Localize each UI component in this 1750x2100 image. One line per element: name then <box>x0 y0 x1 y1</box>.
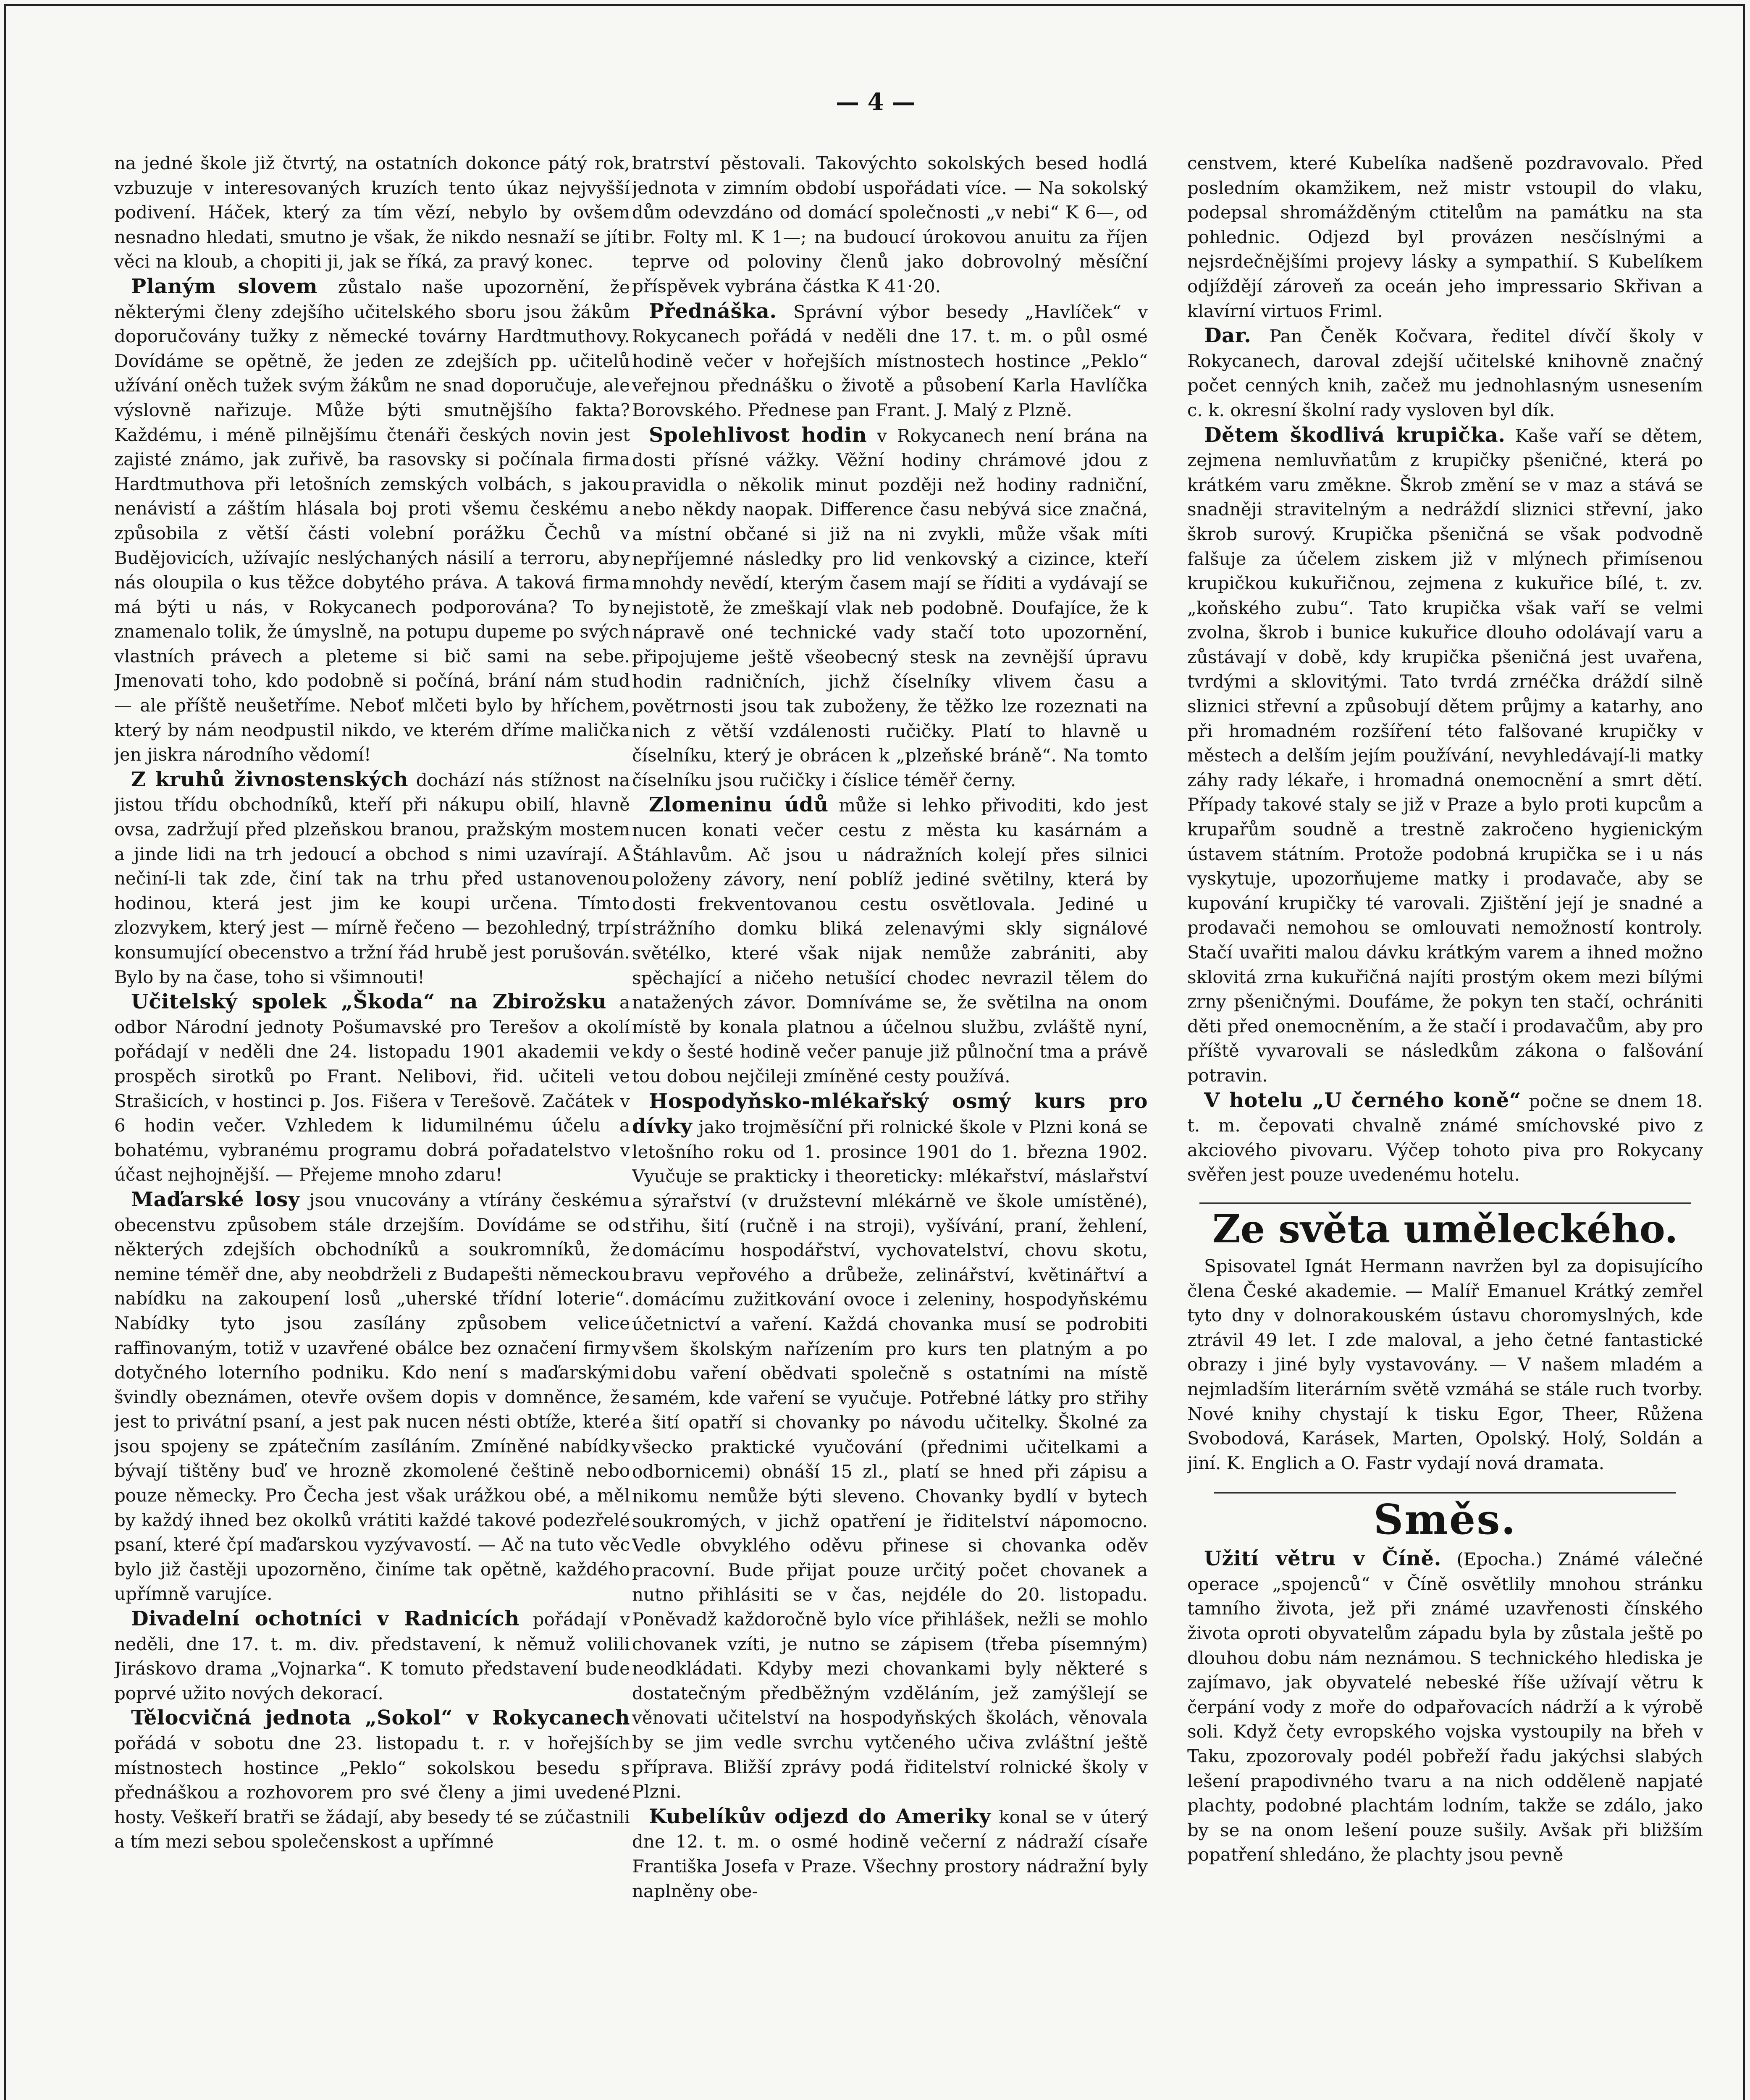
article-madarske-losy: Maďarské losy jsou vnucovány a vtírány českému obecenstvu způsobem stále drzejším. Dovídáme se od některých zdejších obchodníků a soukromníků, že nemine téměř dne, aby neobdrželi z Budapešti německou nabídku na zakoupení losů „uherské třídní loterie“. Nabídky tyto jsou zasílány způsobem velice raffinovaným, totiž v uzavřené obálce bez označení firmy dotyčného loterního podniku. Kdo není s maďarskými švindly obeznámen, otevře ovšem dopis v domněnce, že jest to privátní psaní, a jest pak nucen nésti obtíže, které jsou spojeny se zpátečním zasíláním. Zmíněné nabídky bývají tištěny buď ve hrozně zkomolené češtině nebo pouze německy. Pro Čecha jest však urážkou obé, a měl by každý ihned bez okolků vrátiti každé takové podezřelé psaní, které čpí maďarskou vyzývavostí. — Ač na tuto věc bylo již častěji upozorněno, činíme tak opětně, každého upřímně varujíce. <box>114 1187 630 1604</box>
section-title-smes: Směs. <box>1373 1496 1517 1544</box>
article-headline: Učitelský spolek „Škoda“ na Zbirožsku <box>131 990 606 1014</box>
article-headline: Dětem škodlivá krupička. <box>1204 423 1506 447</box>
article-headline: Hospodyňsko-mlékařský osmý kurs pro dívky <box>632 1089 1148 1139</box>
column-3 <box>1187 151 1703 2100</box>
article-headline: Divadelní ochotníci v Radnicích <box>131 1607 519 1631</box>
section-title-umelecky: Ze světa uměleckého. <box>1212 1206 1678 1252</box>
article-headline: Tělocvičná jednota „Sokol“ v Rokycanech <box>131 1706 630 1730</box>
article-dar: Dar. Pan Čeněk Kočvara, ředitel dívčí školy v Rokycanech, daroval zdejší učitelské knihovně značný počet cenných knih, začež mu jednohlasným usnesením c. k. okresní školní rady vysloven byl dík. <box>1187 324 1703 420</box>
column-1 <box>114 151 630 2100</box>
article-z-kruhu: Z kruhů živnostenských dochází nás stížnost na jistou třídu obchodníků, kteří při nákupu obilí, hlavně ovsa, zadržují před plzeňskou branou, pražským mostem a jinde lidi na trh jedoucí a obchod s nimi uzavírají. A nečiní-li tak zde, činí tak na trhu před ustanovenou hodinou, která jest jim ke koupi určena. Tímto zlozvykem, který jest — mírně řečeno — bezohledný, trpí konsumující obecenstvo a tržní řád hrubě jest porušován. Bylo by na čase, toho si všimnouti! <box>114 767 630 987</box>
article-headline: Zlomeninu údů <box>649 793 829 817</box>
article-hospodynsko-kurs: Hospodyňsko-mlékařský osmý kurs pro dívky jako trojměsíční při rolnické škole v Plzni koná se letošního roku od 1. prosince 1901 do 1. března 1902. Vyučuje se prakticky i theoreticky: mlékařství, máslařství a sýrařství (v družstevní mlékárně ve škole umístěné), střihu, šití (ručně i na stroji), vyšívání, praní, žehlení, domácímu hospodářství, vychovatelství, chovu skotu, bravu vepřového a drůbeže, zelinářství, květinářtví a domácímu zužitkování ovoce i zeleniny, hospodyňskému účetnictví a vaření. Každá chovanka musí se podrobiti všem školským nařízením pro kurs ten platným a po dobu vaření obědvati společně s ostatními na místě samém, kde vaření se vyučuje. Potřebné látky pro střihy a šití opatří si chovanky po návodu učitelky. Školné za všecko praktické vyučování (přednimi učitelkami a odbornicemi) obnáší 15 zl., platí se hned při zápisu a nikomu nemůže býti sleveno. Chovanky bydlí v bytech soukromých, v jichž opatření je řiditelství nápomocno. Vedle obvyklého oděvu přinese si chovanka oděv pracovní. Bude přijat pouze určitý počet chovanek a nutno přihlásiti se v čas, nejdéle do 20. listopadu. Poněvadž každoročně bylo více přihlášek, nežli se mohlo chovanek vzíti, je nutno se zápisem (třeba písemným) neodkládati. Kdyby mezi chovankami byly některé s dostatečným předběžným vzděláním, jež zamýšlejí se věnovati učitelství na hospodyňských školách, věnovala by se jim vedle svrchu vytčeného učiva zvláštní ještě příprava. Bližší zprávy podá řiditelství rolnické školy v Plzni. <box>632 1089 1148 1802</box>
article-hotel-cerny-kun: V hotelu „U černého koně“ počne se dnem 18. t. m. čepovati chvalně známé smíchovské pivo z akciového pivovaru. Výčep tohoto piva pro Rokycany svěřen jest pouze uvedenému hotelu. <box>1187 1088 1703 1185</box>
article-headline: V hotelu „U černého koně“ <box>1204 1088 1521 1112</box>
article-sokol: Tělocvičná jednota „Sokol“ v Rokycanech pořádá v sobotu dne 23. listopadu t. r. v hořejších místnostech hostince „Peklo“ sokolskou besedu s přednáškou a rozhovorem pro své členy a jimi uvedené hosty. Veškeří bratři se žádají, aby besedy té se zúčastnili a tím mezi sebou společenskost a upřímné <box>114 1706 630 1852</box>
article-headline: Užití větru v Číně. <box>1204 1547 1441 1571</box>
column-2 <box>632 151 1148 2100</box>
article-spolehlivost-hodin: Spolehlivost hodin v Rokycanech není brána na dosti přísné vážky. Věžní hodiny chrámové jdou z pravidla o několik minut později než hodiny radniční, nebo někdy naopak. Difference času nebývá sice značná, a místní občané si již na ni zvykli, může však míti nepříjemné následky pro lid venkovský a cizince, kteří mnohdy nevědí, kterým časem mají se říditi a vydávají se nejistotě, že zmeškají vlak neb podobně. Doufajíce, že k nápravě oné technické vady stačí toto upozornění, připojujeme ještě všeobecný stesk na zevnější úpravu hodin radničních, jichž číselníky vlivem času a povětrnosti jsou tak zuboženy, že těžko lze rozeznati na nich z větší vzdálenosti ručičky. Platí to hlavně u číselníku, který je obrácen k „plzeňské bráně“. Na tomto číselníku jsou ručičky i číslice téměř černy. <box>632 423 1148 790</box>
page-number: — 4 — <box>836 88 916 116</box>
article-headline: Maďarské losy <box>131 1187 300 1211</box>
article-headline: Planým slovem <box>131 274 318 298</box>
article-headline: Dar. <box>1204 324 1251 348</box>
article-continuation: na jedné škole již čtvrtý, na ostatních dokonce pátý rok, vzbuzuje v interesovaných kruzích tento úkaz nejvyšší podivení. Háček, který za tím vězí, nebylo by ovšem nesnadno hledati, smutno je však, že nikdo nesnaží se jíti věci na kloub, a chopiti ji, jak se říká, za pravý konec. <box>114 153 630 272</box>
article-headline: Přednáška. <box>649 299 777 323</box>
article-planym-slovem: Planým slovem zůstalo naše upozornění, že některými členy zdejšího učitelského sboru jsou žákům doporučovány tužky z německé továrny Hardtmuthovy. Dovídáme se opětně, že jeden ze zdejších pp. učitelů užívání oněch tužek svým žákům ne snad doporučuje, ale výslovně nařizuje. Může býti smutnějšího fakta? Každému, i méně pilnějšímu čtenáři českých novin jest zajisté známo, jak zuřivě, ba rasovsky si počínala firma Hardtmuthova při letošních zemských volbách, s jakou nenávistí a záštím hlásala boj proti všemu českému a způsobila z větší části volební porážku Čechů v Budějovicích, užívajíc neslýchaných násilí a terroru, aby nás oloupila o kus těžce dobytého práva. A taková firma má býti u nás, v Rokycanech podporována? To by znamenalo tolik, že úmyslně, na potupu dupeme po svých vlastních právech a pleteme si bič sami na sebe. Jmenovati toho, kdo podobně si počíná, brání nám stud — ale příště neušetříme. Neboť mlčeti bylo by hříchem, který by nám neodpustil nikdo, ve kterém dříme malička jen jiskra národního vědomí! <box>114 274 630 765</box>
article-continuation: bratrství pěstovali. Takovýchto sokolských besed hodlá jednota v zimním období uspořádati více. — Na sokolský dům odevzdáno od domácí společnosti „v nebi“ K 6—, od br. Folty ml. K 1—; na budoucí úrokovou anuitu za říjen teprve od poloviny členů jako dobrovolný měsíční příspěvek vybrána částka K 41·20. <box>632 153 1148 297</box>
article-zlomeninu-udu: Zlomeninu údů může si lehko přivoditi, kdo jest nucen konati večer cestu z města ku kasárnám a Štáhlavům. Ač jsou u nádražních kolejí přes silnici položeny závory, není poblíž jediné světilny, která by dosti frekventovanou cestu osvětlovala. Jediné u strážního domku bliká zelenavými skly signálové světélko, které však nijak nemůže zabrániti, aby spěchající a ničeho netušící chodec nevrazil tělem do natažených závor. Domníváme se, že světilna na onom místě by konala platnou a účelnou službu, zvláště nyní, kdy o šesté hodině večer panuje již půlnoční tma a právě tou dobou nejčileji zmíněné cesty používá. <box>632 793 1148 1087</box>
article-headline: Z kruhů živnostenských <box>131 767 409 791</box>
article-umelecky: Spisovatel Ignát Hermann navržen byl za dopisujícího člena České akademie. — Malíř Emanuel Krátký zemřel tyto dny v dolnorakouském ústavu choromyslných, kde ztrávil 49 let. I zde maloval, a jeho četné fantastické obrazy i jiné byly vystavovány. — V našem mladém a nejmladším literárním světě vzmáhá se stále ruch tvorby. Nové knihy chystají k tisku Egor, Theer, Růžena Svobodová, Karásek, Marten, Opolský. Holý, Soldán a jiní. K. Englich a O. Fastr vydají nová dramata. <box>1187 1255 1703 1473</box>
article-krupicka: Dětem škodlivá krupička. Kaše vaří se dětem, zejmena nemluvňatům z krupičky pšeničné, která po krátkém varu změkne. Škrob změní se v maz a stává se snadněji stravitelným a nedráždí sliznici střevní, jako škrob surový. Krupička pšeničná se však podvodně falšuje za účelem ziskem již v mlýnech přimísenou krupičkou kukuřičnou, zejmena z kukuřice bílé, t. zv. „koňského zubu“. Tato krupička však vaří se velmi zvolna, škrob i bunice kukuřice dlouho odolávají varu a zůstávají v době, kdy krupička pšeničná jest uvařena, tvrdými a sklovitými. Tato tvrdá zrnéčka dráždí silně sliznici střevní a způsobují dětem průjmy a katarhy, ano při hromadném rozšíření této falšované krupičky v městech a delším jejím používání, nevyhledávají-li matky záhy rady lékaře, i hromadná onemocnění a smrt dětí. Případy takové staly se již v Praze a bylo proti kupcům a krupařům soudně a trestně zakročeno hygienickým ústavem státním. Protože podobná krupička se i u nás vyskytuje, upozorňujeme matky i prodavače, aby se kupování krupičky té varovali. Zjištění její je snadné a prodavači nemohou se omlouvati nemožností kontroly. Stačí uvařiti malou dávku krátkým varem a ihned možno sklovitá zrna kukuřičná najíti prostým okem mezi bílými zrny pšeničnými. Doufáme, že pokyn ten stačí, ochrániti děti před onemocněním, a že stačí i prodavačům, aby pro příště vyvarovali se následkům zákona o falšování potravin. <box>1187 423 1703 1086</box>
article-kubelik: Kubelíkův odjezd do Ameriky konal se v úterý dne 12. t. m. o osmé hodině večerní z nádraží císaře Františka Josefa v Praze. Všechny prostory nádražní byly naplněny obe- <box>632 1804 1148 1901</box>
article-headline: Kubelíkův odjezd do Ameriky <box>649 1804 991 1828</box>
article-prednaska: Přednáška. Správní výbor besedy „Havlíček“ v Rokycanech pořádá v neděli dne 17. t. m. o půl osmé hodině večer v hořejších místnostech hostince „Peklo“ veřejnou přednášku o životě a působení Karla Havlíčka Borovského. Přednese pan Frant. J. Malý z Plzně. <box>632 299 1148 420</box>
article-ucitelsky-spolek: Učitelský spolek „Škoda“ na Zbirožsku a odbor Národní jednoty Pošumavské pro Terešov a okolí pořádají v neděli dne 24. listopadu 1901 akademii ve prospěch sirotků po Frant. Nelibovi, řid. učiteli ve Strašicích, v hostinci p. Jos. Fišera v Terešově. Začátek v 6 hodin večer. Vzhledem k lidumilnému účelu a bohatému, vybranému programu dobrá pořadatelstvo v účast nejhojnější. — Přejeme mnoho zdaru! <box>114 990 630 1185</box>
article-continuation: censtvem, které Kubelíka nadšeně pozdravovalo. Před posledním okamžikem, než mistr vstoupil do vlaku, podepsal shromážděným ctitelům na památku na sta pohlednic. Odjezd byl provázen nesčíslnými a nejsrdečnějšími projevy lásky a sympathií. S Kubelíkem odjíždějí zároveň za oceán jeho impressario Skřivan a klavírní virtuos Friml. <box>1187 153 1703 321</box>
article-headline: Spolehlivost hodin <box>649 423 867 447</box>
article-divadelni-ochotnici: Divadelní ochotníci v Radnicích pořádají v neděli, dne 17. t. m. div. představení, k němuž volili Jiráskovo drama „Vojnarka“. K tomuto představení bude poprvé užito nových dekorací. <box>114 1607 630 1704</box>
article-vitr-cina: Užití větru v Číně. (Epocha.) Známé válečné operace „spojenců“ v Číně osvětlily mnohou stránku tamního života, jež při známé uzavřenosti čínského života oproti obyvatelům západu byla by zůstala ještě po dlouhou dobu nám neznámou. S technického hlediska je zajímavo, jak obyvatelé nebeské říše užívají větru k čerpání vody z moře do odpařovacích nádrží a k výrobě soli. Když čety evropského vojska vystoupily na břeh v Taku, zpozorovaly podél pobřeží řadu jakýchsi slabých lešení prapodivného tvaru a na nich odděleně napjaté plachty, podobné plachtám lodním, takže se zdálo, jako by se na onom lešení pouze sušily. Avšak při bližším popatření shledáno, že plachty jsou pevně <box>1187 1547 1703 1865</box>
